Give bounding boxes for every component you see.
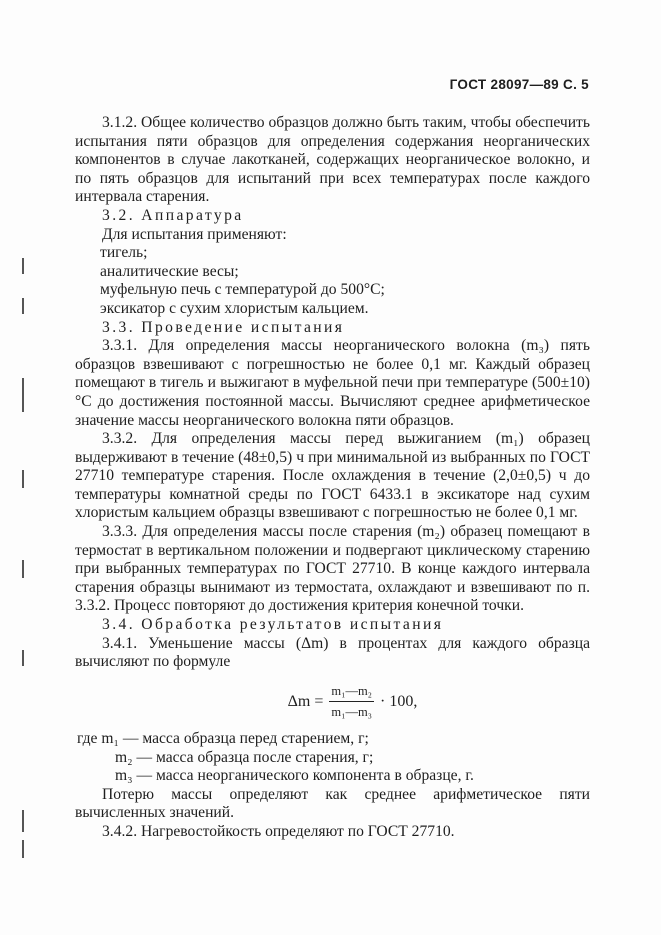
paragraph-3-4-2: 3.4.2. Нагревостойкость определяют по ГОСТ 27710. — [102, 822, 455, 840]
section-heading-3-3: 3.3. Проведение испытания — [102, 318, 345, 336]
paragraph-3-3-1: 3.3.1. Для определения массы неорганического волокна (m₃) пять образцов взвешивают с погрешностью не более 0,1 мг. Каждый образец помещают в тигель и выжигают в муфельной печи при температуре (500±10)°С до достижения постоянной массы. Вычисляют среднее арифметическое значение массы неорганического волокна пяти образцов. — [75, 337, 590, 429]
margin-mark — [22, 378, 24, 412]
paragraph-3-4-1: 3.4.1. Уменьшение массы (Δm) в процентах для каждого образца вычисляют по формуле — [75, 634, 590, 671]
margin-mark — [22, 650, 24, 666]
section-heading-3-4: 3.4. Обработка результатов испытания — [102, 616, 444, 634]
margin-mark — [22, 298, 24, 314]
formula-legend-item: где m₁ — масса образца перед старением, г; — [77, 730, 369, 747]
margin-mark — [22, 470, 24, 488]
margin-mark — [22, 810, 24, 832]
page-header: ГОСТ 28097—89 С. 5 — [449, 77, 589, 92]
formula-fraction — [329, 682, 374, 722]
apparatus-intro: Для испытания применяют: — [102, 225, 287, 243]
margin-mark — [22, 560, 24, 578]
apparatus-item: эксикатор с сухим хлористым кальцием. — [100, 299, 369, 317]
formula-lhs: Δm = — [287, 692, 324, 710]
apparatus-item: аналитические весы; — [100, 262, 239, 280]
formula-legend-item: m₂ — масса образца после старения, г; — [115, 748, 374, 766]
apparatus-item: тигель; — [100, 244, 148, 262]
paragraph-3-1-2: 3.1.2. Общее количество образцов должно быть таким, чтобы обеспечить испытания пяти образцов для определения содержания неорганических компонентов в случае лакотканей, содержащих неорганическое волокно, и по пять образцов для испытаний при всех температурах после каждого интервала старения. — [75, 114, 590, 206]
margin-mark — [22, 840, 24, 858]
paragraph-mass-loss: Потерю массы определяют как среднее арифметическое пяти вычисленных значений. — [75, 785, 590, 822]
paragraph-3-3-2: 3.3.2. Для определения массы перед выжиганием (m₁) образец выдерживают в течение (48±0,5) ч при минимальной из выбранных по ГОСТ 27710 температуре старения. После охлаждения в течение (2,0±0,5) ч до температуры комнатной среды по ГОСТ 6433.1 в эксикаторе над сухим хлористым кальцием образцы взвешивают с погрешностью не более 0,1 мг. — [75, 430, 590, 522]
apparatus-item: муфельную печь с температурой до 500°С; — [100, 281, 385, 299]
formula-denominator: m₁—m₃ — [331, 705, 373, 720]
body-text — [75, 114, 590, 842]
margin-mark — [22, 258, 24, 274]
mass-loss-formula — [115, 682, 590, 722]
paragraph-3-3-3: 3.3.3. Для определения массы после старения (m₂) образец помещают в термостат в вертикальном положении и подвергают циклическому старению при выбранных температурах по ГОСТ 27710. В конце каждого интервала старения образцы вынимают из термостата, охлаждают и взвешивают по п. 3.3.2. Процесс повторяют до достижения критерия конечной точки. — [75, 523, 590, 615]
formula-rhs: · 100, — [380, 692, 418, 710]
section-heading-3-2: 3.2. Аппаратура — [102, 206, 244, 224]
formula-legend-item: m₃ — масса неорганического компонента в образце, г. — [115, 767, 474, 785]
formula-numerator: m₁—m₂ — [329, 682, 374, 703]
